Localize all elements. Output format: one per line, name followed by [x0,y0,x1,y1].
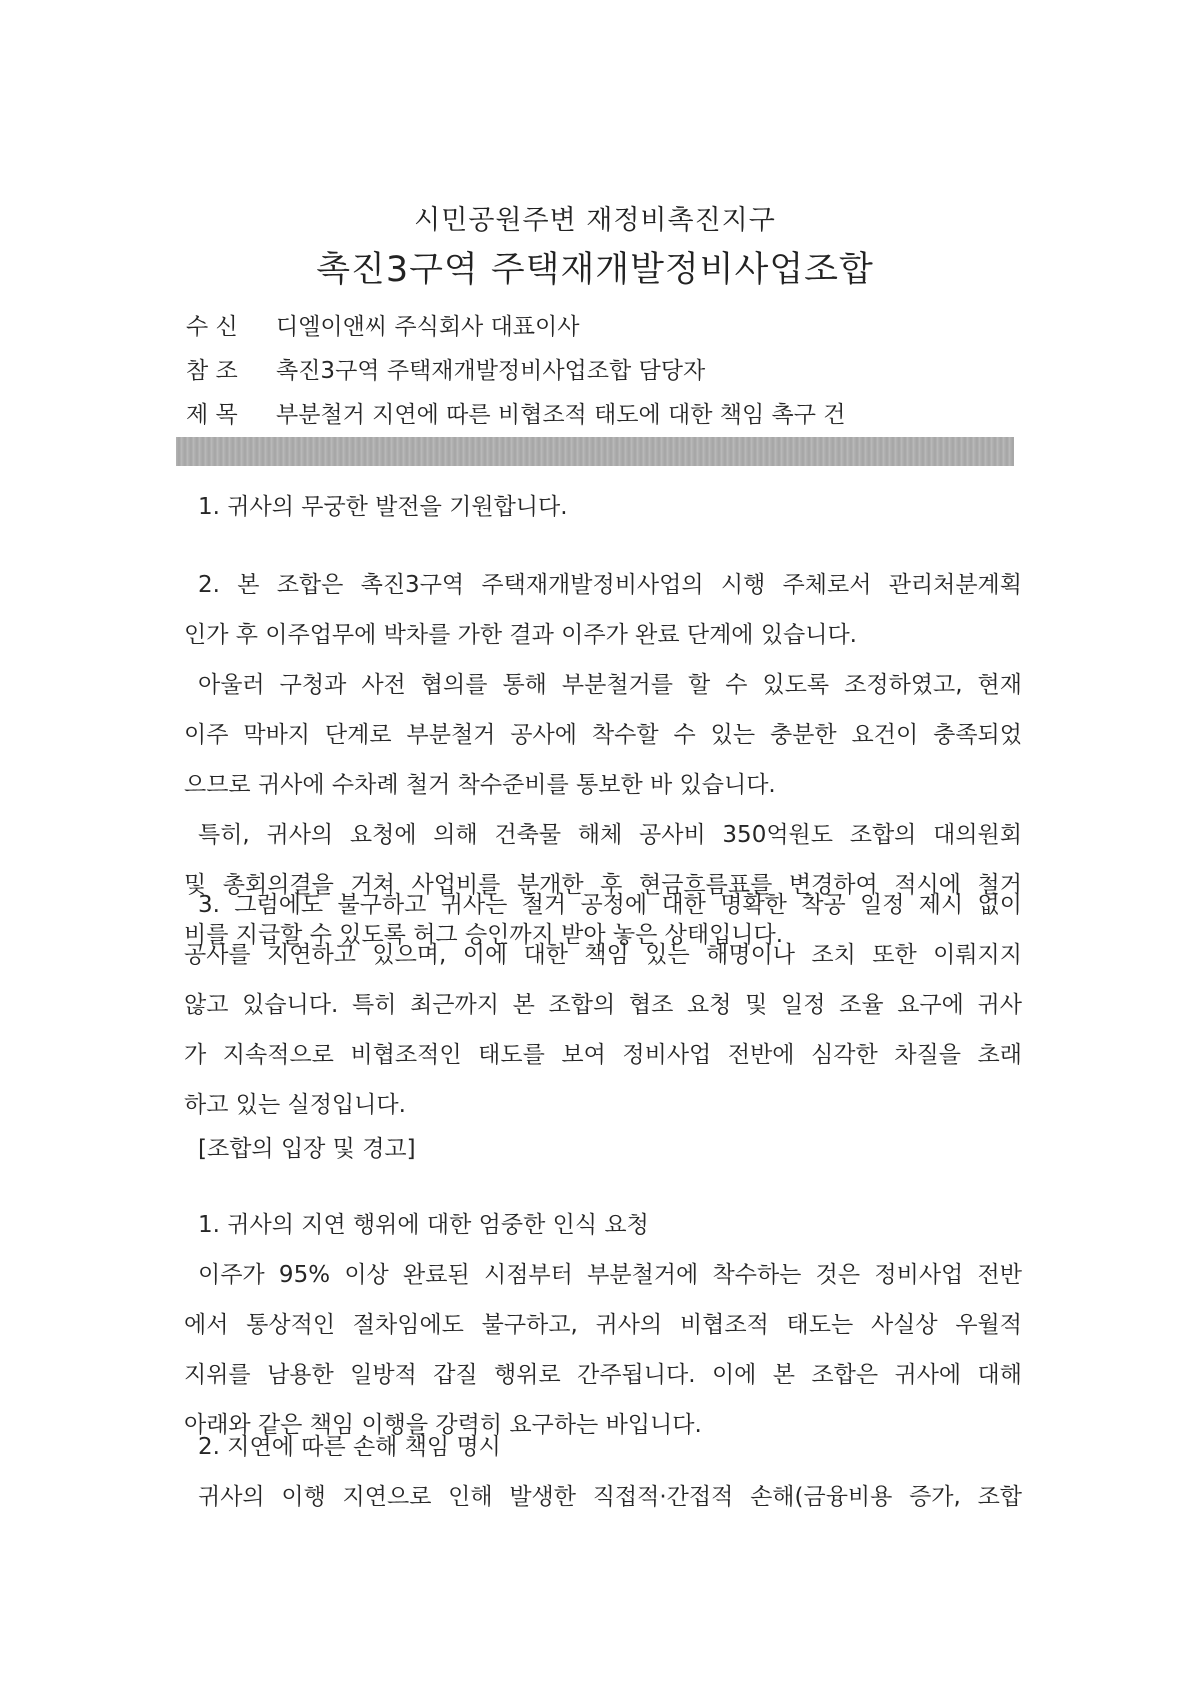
section-heading [184,1124,1022,1174]
text-line: 2. 본 조합은 촉진3구역 주택재개발정비사업의 시행 주체로서 관리처분계획 [198,572,1022,598]
text-line: 이주 막바지 단계로 부분철거 공사에 착수할 수 있는 충분한 요건이 충족되었 [184,722,1022,748]
text-line: 하고 있는 실정입니다. [184,1092,406,1118]
text-line: 에서 통상적인 절차임에도 불구하고, 귀사의 비협조적 태도는 사실상 우월적 [184,1312,1022,1338]
text-line: 지위를 남용한 일방적 갑질 행위로 간주됩니다. 이에 본 조합은 귀사에 대해 [184,1362,1022,1388]
text-line: 특히, 귀사의 요청에 의해 건축물 해체 공사비 350억원도 조합의 대의원회 [198,822,1022,848]
meta-subject-value: 부분철거 지연에 따른 비협조적 태도에 대한 책임 촉구 건 [276,402,846,428]
text-line: 1. 귀사의 무궁한 발전을 기원합니다. [198,494,568,520]
paragraph-1 [184,482,1022,532]
section-item-title: 1. 귀사의 지연 행위에 대한 엄중한 인식 요청 [198,1212,649,1238]
paragraph-3 [184,880,1022,1130]
meta-reference-label: 참 조 [186,358,238,384]
meta-recipient [186,308,579,341]
text-line: 이주가 95% 이상 완료된 시점부터 부분철거에 착수하는 것은 정비사업 전반 [198,1262,1022,1288]
text-line: 않고 있습니다. 특히 최근까지 본 조합의 협조 요청 및 일정 조율 요구에 귀사 [184,992,1022,1018]
text-line: 및 총회의결을 거쳐 사업비를 분개한 후 현금흐름표를 변경하여 적시에 철거 [184,872,1022,898]
meta-reference-value: 촉진3구역 주택재개발정비사업조합 담당자 [276,358,706,384]
header-association-name: 촉진3구역 주택재개발정비사업조합 [316,250,874,290]
meta-subject-label: 제 목 [186,402,238,428]
meta-recipient-label: 수 신 [186,314,238,340]
text-line: 인가 후 이주업무에 박차를 가한 결과 이주가 완료 단계에 있습니다. [184,622,857,648]
section-item-1 [184,1200,1022,1450]
section-item-title: 2. 지연에 따른 손해 책임 명시 [198,1434,501,1460]
text-line: 3. 그럼에도 불구하고 귀사는 철거 공정에 대한 명확한 착공 일정 제시 없이 [198,892,1022,918]
text-line: 귀사의 이행 지연으로 인해 발생한 직접적·간접적 손해(금융비용 증가, 조합 [198,1484,1022,1510]
meta-subject [186,396,846,429]
meta-reference [186,352,705,385]
header-district-name: 시민공원주변 재정비촉진지구 [414,205,776,236]
text-line: 아울러 구청과 사전 협의를 통해 부분철거를 할 수 있도록 조정하였고, 현재 [198,672,1022,698]
meta-recipient-value: 디엘이앤씨 주식회사 대표이사 [276,314,580,340]
text-line: 비를 지급할 수 있도록 허그 승인까지 받아 놓은 상태입니다. [184,922,784,948]
text-line: 공사를 지연하고 있으며, 이에 대한 책임 있는 해명이나 조치 또한 이뤄지지 [184,942,1022,968]
text-line: 으므로 귀사에 수차례 철거 착수준비를 통보한 바 있습니다. [184,772,776,798]
section-heading-text: [조합의 입장 및 경고] [198,1136,416,1162]
divider-bar [176,437,1014,466]
text-line: 아래와 같은 책임 이행을 강력히 요구하는 바입니다. [184,1412,702,1438]
section-item-2 [184,1422,1022,1522]
text-line: 가 지속적으로 비협조적인 태도를 보여 정비사업 전반에 심각한 차질을 초래 [184,1042,1022,1068]
